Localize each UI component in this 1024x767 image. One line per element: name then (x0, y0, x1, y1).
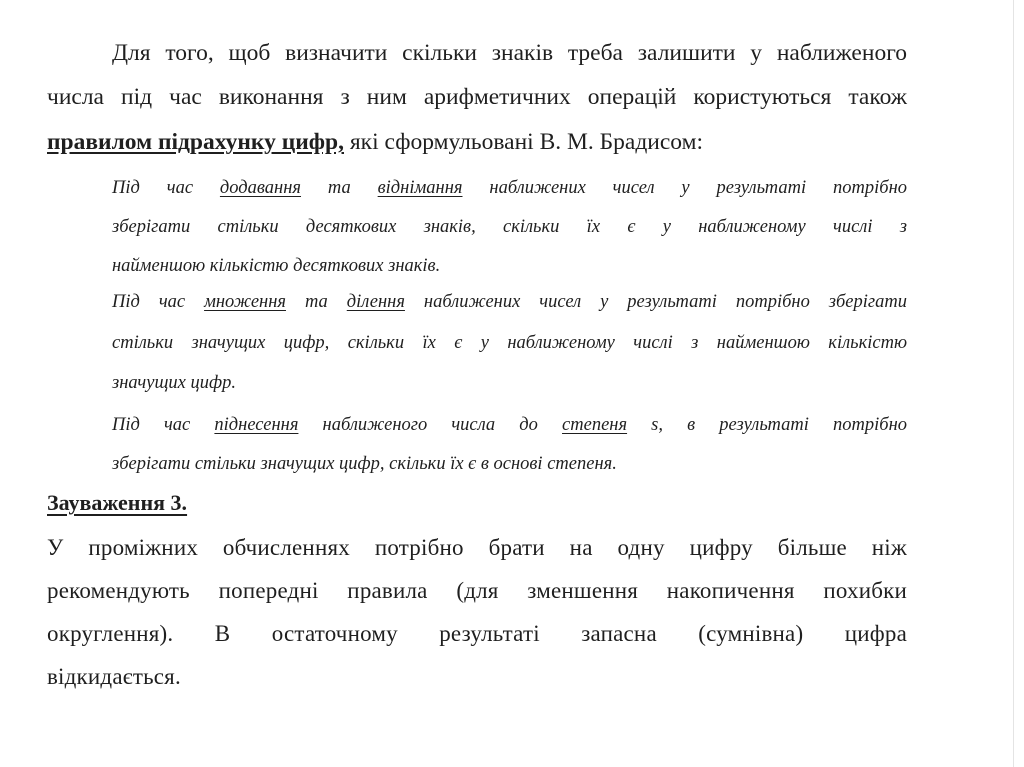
bradis-rule-term: правилом підрахунку цифр, (47, 129, 344, 155)
remark-heading: Зауваження 3. (47, 490, 188, 515)
term-subtraction: віднімання (377, 178, 463, 198)
rule2-line-2: стільки значущих цифр, скільки їх є у наближеному числі з найменшою кількістю (112, 333, 907, 353)
rule1-line-2: зберігати стільки десяткових знаків, скільки їх є у наближеному числі з (112, 217, 907, 237)
term-addition: додавання (219, 178, 302, 198)
remark-line-2: рекомендують попередні правила (для зменшення накопичення похибки (47, 578, 907, 603)
rule1-line-1: Під час додавання та віднімання наближених чисел у результаті потрібно (112, 178, 907, 198)
rule2-line-3: значущих цифр. (112, 373, 236, 393)
remark-line-1: У проміжних обчисленнях потрібно брати на одну цифру більше ніж (47, 535, 907, 560)
intro-text-3: які сформульовані В. М. Брадисом: (344, 129, 703, 155)
term-power: степеня (562, 415, 628, 435)
rule3-line-2: зберігати стільки значущих цифр, скільки їх є в основі степеня. (112, 454, 617, 474)
page-edge-divider (1013, 0, 1014, 767)
remark-line-3: округлення). В остаточному результаті запасна (сумнівна) цифра (47, 621, 907, 646)
rule3-line-1: Під час піднесення наближеного числа до степеня s, в результаті потрібно (112, 415, 907, 435)
intro-line-2 (47, 84, 907, 111)
term-division: ділення (346, 292, 405, 312)
intro-line-3 (47, 129, 703, 156)
rule2-line-1: Під час множення та ділення наближених чисел у результаті потрібно зберігати (112, 292, 907, 312)
rule1-line-3: найменшою кількістю десяткових знаків. (112, 256, 441, 276)
term-multiplication: множення (204, 292, 286, 312)
intro-text-2: числа під час виконання з ним арифметичних операцій користуються також (47, 84, 907, 110)
intro-text-1: Для того, щоб визначити скільки знаків треба залишити у наближеного (112, 40, 907, 66)
remark-line-4: відкидається. (47, 664, 181, 689)
intro-line-1 (112, 40, 907, 67)
term-exponentiation: піднесення (214, 415, 299, 435)
